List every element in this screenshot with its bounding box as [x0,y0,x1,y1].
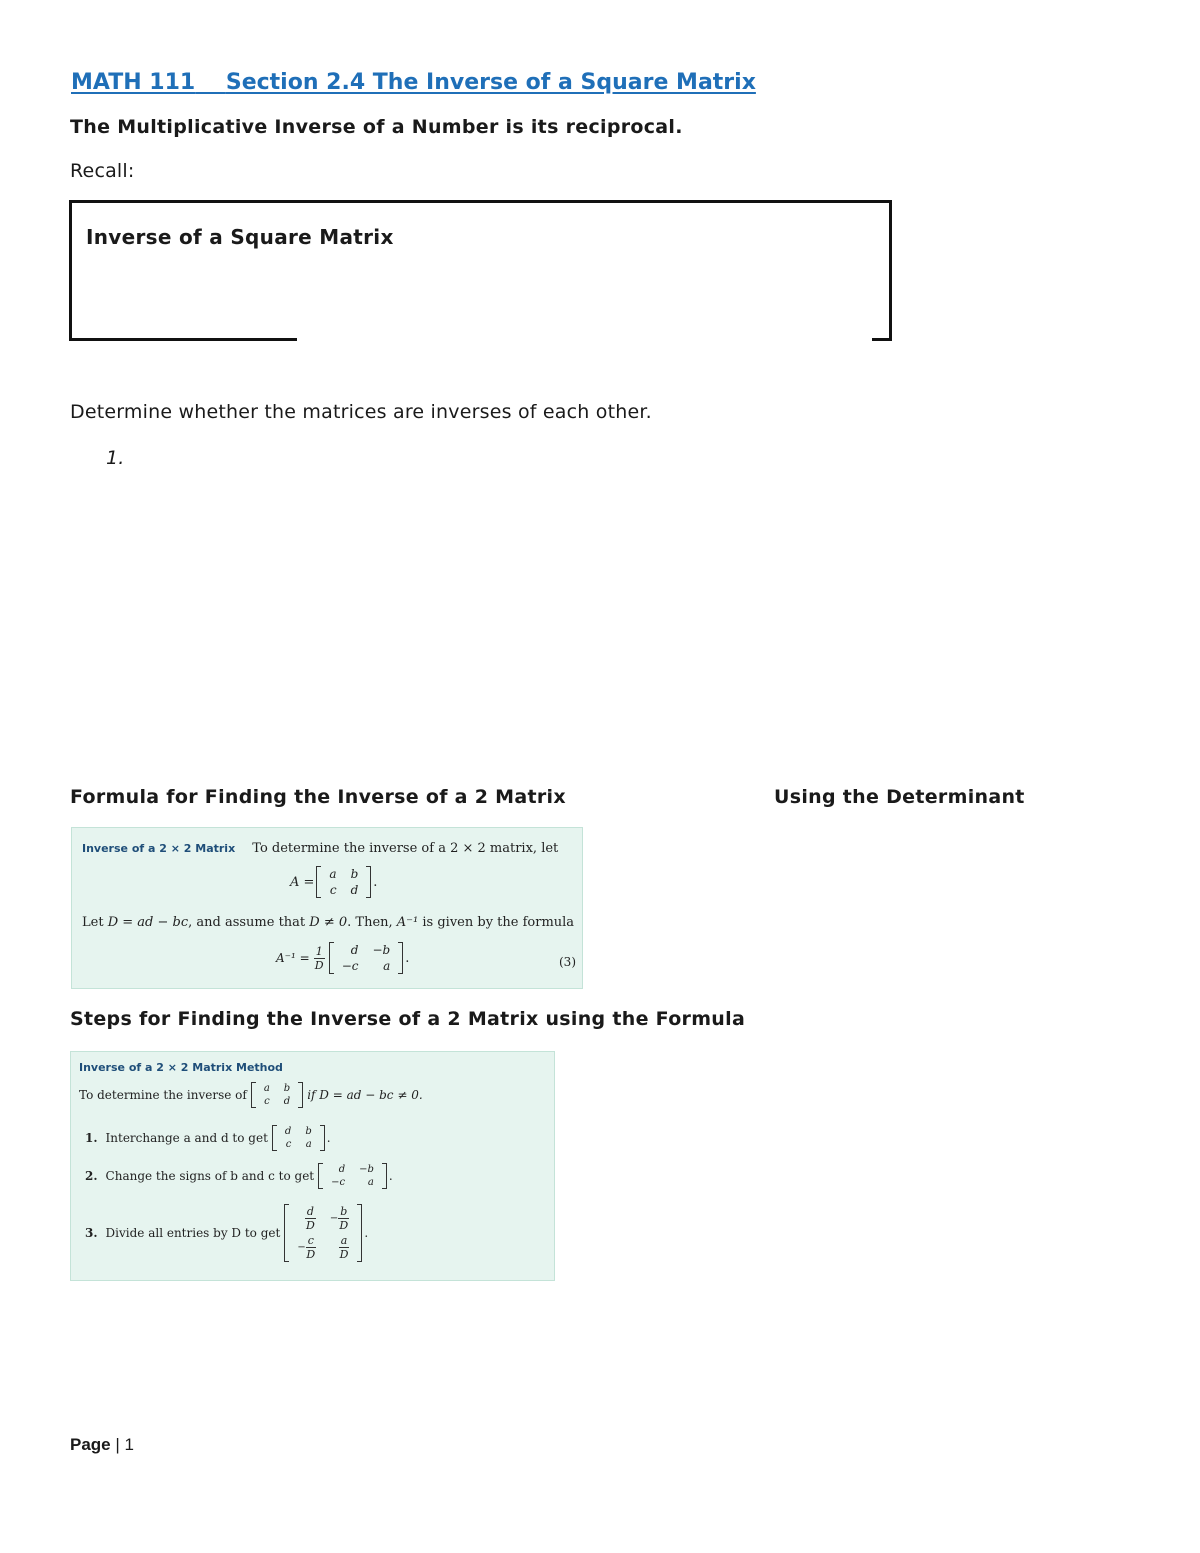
fraction-numerator: d [306,1205,314,1218]
steps-intro-condition: if D = ad − bc ≠ 0. [307,1088,423,1102]
let-text: Let [82,915,108,930]
page-label: Page [70,1435,111,1454]
matrix-a-cell: b [350,867,359,881]
fraction-denominator: D [314,958,324,972]
fraction-sign: − [329,1213,339,1224]
steps-panel: Inverse of a 2 × 2 Matrix Method To determine the inverse of a b c d if D = ad − bc ≠ 0. 1. Interchange a and d to get d b c a . 2. Change the signs of b and c to get d −b −c a . 3. Divide all entries by D to get $\frac{d}{D}$ − $\frac{b}{D}$ − $\frac{c}{D}$ $\frac{a}{D}$ . [70,1051,555,1281]
matrix-inverse-cell: a [383,959,391,973]
matrix-step-2-cell: a [367,1177,374,1188]
matrix-step-3-cell [323,1233,356,1262]
page-title [71,70,756,95]
matrix-inverse [329,942,404,974]
matrix-step-2-cell: −c [331,1177,346,1188]
fraction-numerator: a [340,1234,348,1247]
matrix-start [251,1082,303,1108]
matrix-step-1-cell: c [285,1139,292,1150]
step-3-number: 3. [85,1226,98,1240]
matrix-a [316,866,371,898]
definition-box [69,200,892,341]
fraction-denominator: D [339,1219,349,1232]
page-footer [70,1435,134,1455]
formula-panel-intro: To determine the inverse of a 2 × 2 matrix, let [252,841,559,856]
step-1-number: 1. [85,1131,98,1145]
page-number: 1 [124,1435,134,1454]
exercise-prompt: Determine whether the matrices are inverses of each other. [70,401,652,423]
formula-heading: Formula for Finding the Inverse of a 2 Matrix [70,786,566,808]
fraction-sign: − [297,1242,306,1253]
fraction [338,1205,349,1232]
intro-heading: The Multiplicative Inverse of a Number is its reciprocal. [70,116,683,138]
fraction [339,1234,350,1261]
step-3-text: Divide all entries by D to get [105,1226,281,1240]
recall-label: Recall: [70,160,135,182]
box-bottom-left-rule [69,338,297,341]
matrix-a-cell: d [350,883,359,897]
matrix-inverse-cell: d [350,943,359,957]
fraction-numerator: b [340,1205,348,1218]
formula-panel-label: Inverse of a 2 × 2 Matrix [82,842,236,855]
box-bottom-right-rule [872,338,889,341]
section-title: Section 2.4 The Inverse of a Square Matrix [225,70,756,95]
matrix-step-3-cell [323,1204,356,1233]
formula-let-line [82,915,574,930]
let-text: , and assume that [188,915,310,930]
formula-heading-right: Using the Determinant [774,786,1025,808]
fraction-denominator: D [306,1248,316,1261]
matrix-start-cell: b [283,1083,291,1094]
matrix-step-2-cell: −b [359,1164,374,1175]
step-2-number: 2. [85,1169,98,1183]
matrix-inverse-cell: −b [372,943,391,957]
matrix-step-1-cell: d [284,1126,292,1137]
fraction-denominator: D [339,1248,349,1261]
fraction-denominator: D [305,1219,315,1232]
matrix-step-3 [284,1204,362,1262]
let-a-inverse: A⁻¹ [396,915,419,930]
equation-number: (3) [559,955,576,969]
fraction [305,1205,316,1232]
steps-heading: Steps for Finding the Inverse of a 2 Matrix using the Formula [70,1008,746,1030]
step-1-text: Interchange a and d to get [105,1131,268,1145]
matrix-step-1 [272,1125,325,1151]
matrix-start-cell: d [283,1096,291,1107]
exercise-item-1: 1. [106,447,125,469]
matrix-step-2 [318,1163,387,1189]
fraction [306,1234,316,1261]
let-condition: D ≠ 0 [309,915,348,930]
steps-panel-label: Inverse of a 2 × 2 Matrix Method [79,1061,283,1074]
let-text: . Then, [347,915,397,930]
definition-box-title: Inverse of a Square Matrix [86,225,394,249]
let-text: is given by the formula [418,915,575,930]
formula-panel: Inverse of a 2 × 2 Matrix To determine the inverse of a 2 × 2 matrix, let A = a b c d . Let D = ad − bc, and assume that D ≠ 0. Then, A⁻¹ is given by the formula A⁻¹ = $\frac{1}{D}$ d −b −c a . (3) [71,827,583,989]
fraction-numerator: c [307,1234,314,1247]
matrix-step-3-cell [290,1233,323,1262]
matrix-step-2-cell: d [338,1164,346,1175]
matrix-a-equals: A = [290,874,315,890]
matrix-inverse-cell: −c [341,959,359,973]
matrix-step-3-cell [290,1204,323,1233]
matrix-start-cell: a [263,1083,270,1094]
matrix-start-cell: c [264,1096,270,1107]
matrix-a-cell: a [329,867,337,881]
inverse-equals: A⁻¹ = [276,951,310,965]
steps-intro: To determine the inverse of [79,1088,247,1102]
matrix-a-cell: c [329,883,337,897]
matrix-step-1-cell: b [305,1126,312,1137]
let-d-expression: D = ad − bc [107,915,189,930]
course-code: MATH 111 [71,70,196,95]
step-2-text: Change the signs of b and c to get [105,1169,315,1183]
matrix-step-1-cell: a [305,1139,312,1150]
one-over-d-fraction [314,945,325,972]
fraction-numerator: 1 [315,944,323,958]
page-separator: | [115,1435,120,1454]
